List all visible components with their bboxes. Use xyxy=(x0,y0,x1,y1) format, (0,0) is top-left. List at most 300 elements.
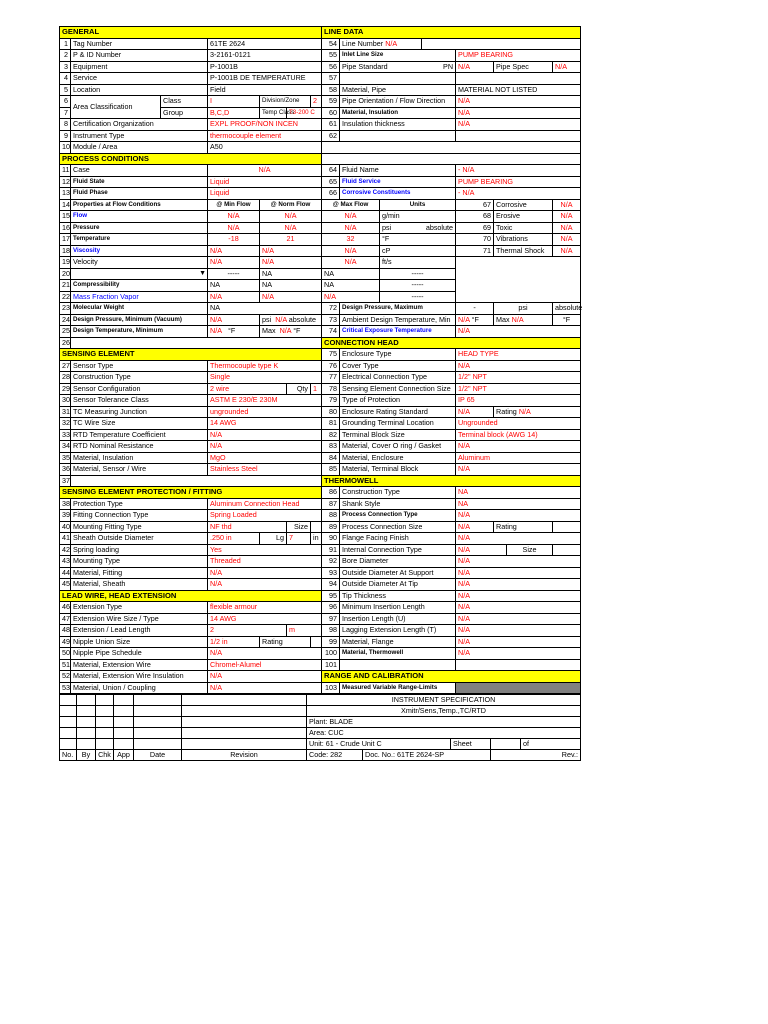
table-cell: N/A xyxy=(260,257,322,269)
table-cell: Fluid Name xyxy=(340,165,456,177)
table-cell: 65 xyxy=(322,176,340,188)
table-cell: N/A xyxy=(322,257,380,269)
table-cell: Terminal Block Size xyxy=(340,429,456,441)
table-cell: Thermal Shock xyxy=(494,245,553,257)
table-cell: ----- xyxy=(208,268,260,280)
table-cell: Rev.: xyxy=(491,750,581,761)
table-row xyxy=(60,613,581,625)
table-cell: Design Temperature, Minimum xyxy=(71,326,208,338)
table-cell: N/A xyxy=(208,648,322,660)
table-row xyxy=(60,165,581,177)
table-cell: A50 xyxy=(208,142,322,154)
table-cell: INSTRUMENT SPECIFICATION xyxy=(307,695,581,706)
table-cell: 42 xyxy=(60,544,71,556)
table-cell: Grounding Terminal Location xyxy=(340,418,456,430)
table-cell: Bore Diameter xyxy=(340,556,456,568)
table-cell: 20 xyxy=(60,268,71,280)
table-cell: Velocity xyxy=(71,257,208,269)
table-cell: 32 xyxy=(60,418,71,430)
table-cell: Inlet Line Size xyxy=(340,50,456,62)
table-cell: Tag Number xyxy=(71,38,208,50)
table-cell: 48 xyxy=(60,625,71,637)
table-cell: N/A xyxy=(260,291,322,303)
table-row xyxy=(60,464,581,476)
table-cell: Process Connection Size xyxy=(340,521,456,533)
table-row xyxy=(60,544,581,556)
empty-cell xyxy=(134,717,182,728)
empty-cell xyxy=(96,706,114,717)
table-cell: N/A xyxy=(456,602,581,614)
table-row xyxy=(60,441,581,453)
table-cell: Chk xyxy=(96,750,114,761)
empty-cell xyxy=(114,717,134,728)
table-cell: NA xyxy=(456,487,581,499)
table-cell: N/A xyxy=(260,245,322,257)
empty-cell xyxy=(60,739,77,750)
section-thermowell: THERMOWELL xyxy=(322,475,581,487)
table-cell: 12 xyxy=(60,176,71,188)
table-cell: Case xyxy=(71,165,208,177)
spec-table xyxy=(59,26,581,694)
table-cell: psi xyxy=(494,303,553,315)
table-cell: N/A xyxy=(208,257,260,269)
table-cell: 3 xyxy=(60,61,71,73)
table-cell: Area: CUC xyxy=(307,728,581,739)
table-row xyxy=(60,326,581,338)
empty-cell xyxy=(96,728,114,739)
table-cell: 66 xyxy=(322,188,340,200)
table-cell: Material, Sheath xyxy=(71,579,208,591)
table-cell: 21 xyxy=(260,234,322,246)
table-cell: N/A xyxy=(456,648,581,660)
table-cell: Yes xyxy=(208,544,322,556)
empty-cell: psi N/A absolute xyxy=(260,314,322,326)
table-cell: Chromel-Alumel xyxy=(208,659,322,671)
table-cell: N/A xyxy=(456,510,581,522)
chevron-down-icon[interactable]: ▼ xyxy=(199,269,206,277)
table-row xyxy=(60,671,581,683)
table-cell: Internal Connection Type xyxy=(340,544,456,556)
empty-cell xyxy=(422,38,581,50)
table-row xyxy=(60,96,581,108)
revision-row xyxy=(60,739,581,750)
table-cell: Ungrounded xyxy=(456,418,581,430)
table-row xyxy=(60,682,581,694)
empty-cell xyxy=(77,717,96,728)
empty-cell: Max N/A xyxy=(494,314,553,326)
table-cell: Fitting Connection Type xyxy=(71,510,208,522)
table-cell: Extension Wire Size / Type xyxy=(71,613,208,625)
section-connection-head: CONNECTION HEAD xyxy=(322,337,581,349)
table-cell: Material, Pipe xyxy=(340,84,456,96)
table-row xyxy=(60,360,581,372)
table-cell: 1 xyxy=(311,383,322,395)
table-row xyxy=(60,188,581,200)
table-cell: 1/2 in xyxy=(208,636,260,648)
empty-cell: Line Number N/A xyxy=(340,38,422,50)
table-cell: Shank Style xyxy=(340,498,456,510)
empty-cell xyxy=(134,739,182,750)
table-row xyxy=(60,418,581,430)
table-cell: N/A xyxy=(553,245,581,257)
table-cell: Erosive xyxy=(494,211,553,223)
empty-cell: Max N/A °F xyxy=(260,326,322,338)
table-cell: N/A xyxy=(208,671,322,683)
empty-cell xyxy=(456,257,581,303)
table-cell: NA xyxy=(208,303,322,315)
empty-cell: psi absolute xyxy=(380,222,456,234)
table-cell: 78 xyxy=(322,383,340,395)
table-row xyxy=(60,625,581,637)
table-cell: 33 xyxy=(60,429,71,441)
table-cell: Material, Extension Wire xyxy=(71,659,208,671)
table-cell: 34 xyxy=(60,441,71,453)
table-cell: 62 xyxy=(322,130,340,142)
empty-cell xyxy=(491,739,521,750)
table-cell: Date xyxy=(134,750,182,761)
section-row xyxy=(60,349,581,361)
table-cell: 9 xyxy=(60,130,71,142)
table-cell: 2 xyxy=(60,50,71,62)
empty-cell xyxy=(322,142,581,154)
table-row xyxy=(60,406,581,418)
table-cell: I xyxy=(208,96,260,108)
table-cell: 72 xyxy=(322,303,340,315)
table-cell: Outside Diameter At Tip xyxy=(340,579,456,591)
table-cell: N/A xyxy=(553,61,581,73)
table-cell: Extension / Lead Length xyxy=(71,625,208,637)
table-cell: Critical Exposure Temperature xyxy=(340,326,456,338)
table-cell: Single xyxy=(208,372,322,384)
table-cell: 2 xyxy=(208,625,287,637)
table-cell: 80 xyxy=(322,406,340,418)
empty-cell xyxy=(340,73,456,85)
table-cell: 17 xyxy=(60,234,71,246)
empty-cell xyxy=(134,706,182,717)
table-cell: -18 xyxy=(208,234,260,246)
table-cell: Aluminum Connection Head xyxy=(208,498,322,510)
table-cell: 85 xyxy=(322,464,340,476)
table-cell: Thermocouple type K xyxy=(208,360,322,372)
table-cell: 93 xyxy=(322,567,340,579)
empty-cell xyxy=(114,739,134,750)
table-cell: Pipe Spec xyxy=(494,61,553,73)
table-cell: 14 AWG xyxy=(208,613,322,625)
table-cell: B,C,D xyxy=(208,107,260,119)
table-cell: Instrument Type xyxy=(71,130,208,142)
table-cell: thermocouple element xyxy=(208,130,322,142)
empty-cell xyxy=(311,521,322,533)
table-cell: Equipment xyxy=(71,61,208,73)
table-row xyxy=(60,234,581,246)
table-cell: 101 xyxy=(322,659,340,671)
table-cell: Protection Type xyxy=(71,498,208,510)
table-cell: 96 xyxy=(322,602,340,614)
table-cell: Flange Facing Finish xyxy=(340,533,456,545)
table-cell: N/A xyxy=(456,96,581,108)
section-range: RANGE AND CALIBRATION xyxy=(322,671,581,683)
table-cell: 5 xyxy=(60,84,71,96)
table-cell: NA xyxy=(322,280,380,292)
table-cell: Code: 282 xyxy=(307,750,363,761)
table-cell: 81 xyxy=(322,418,340,430)
table-cell: N/A xyxy=(456,636,581,648)
table-cell: Enclosure Rating Standard xyxy=(340,406,456,418)
table-cell: N/A xyxy=(456,533,581,545)
table-cell: Corrosive Constituents xyxy=(340,188,456,200)
table-cell: NA xyxy=(456,498,581,510)
table-cell: Enclosure Type xyxy=(340,349,456,361)
table-cell: N/A xyxy=(208,441,322,453)
table-cell: Toxic xyxy=(494,222,553,234)
table-cell: 53 xyxy=(60,682,71,694)
table-cell: No. xyxy=(60,750,77,761)
table-cell: Sensing Element Connection Size xyxy=(340,383,456,395)
table-cell: 69 xyxy=(456,222,494,234)
table-cell: MATERIAL NOT LISTED xyxy=(456,84,581,96)
table-cell: 2 wire xyxy=(208,383,287,395)
table-cell: N/A xyxy=(322,222,380,234)
table-cell: N/A xyxy=(553,234,581,246)
table-row xyxy=(60,199,581,211)
table-cell: N/A xyxy=(456,613,581,625)
table-cell: Material, Thermowell xyxy=(340,648,456,660)
table-row xyxy=(60,498,581,510)
table-row xyxy=(60,510,581,522)
table-cell: Size xyxy=(287,521,311,533)
table-cell: Temperature xyxy=(71,234,208,246)
table-cell: 89 xyxy=(322,521,340,533)
table-cell: N/A xyxy=(456,590,581,602)
table-cell: Rating xyxy=(260,636,311,648)
table-cell: Extension Type xyxy=(71,602,208,614)
table-cell: 103 xyxy=(322,682,340,694)
table-cell: Properties at Flow Conditions xyxy=(71,199,208,211)
table-cell: 4 xyxy=(60,73,71,85)
empty-cell: Rating N/A xyxy=(494,406,581,418)
table-row xyxy=(60,211,581,223)
table-cell: 84 xyxy=(322,452,340,464)
table-row xyxy=(60,38,581,50)
table-cell: 49 xyxy=(60,636,71,648)
section-general: GENERAL xyxy=(60,27,322,39)
table-cell: TC Wire Size xyxy=(71,418,208,430)
empty-cell xyxy=(71,337,322,349)
table-cell: 26 xyxy=(60,337,71,349)
table-cell: N/A xyxy=(456,464,581,476)
table-cell: 25 xyxy=(60,326,71,338)
table-cell: Stainless Steel xyxy=(208,464,322,476)
table-cell: Design Pressure, Maximum xyxy=(340,303,456,315)
table-cell: g/min xyxy=(380,211,456,223)
empty-cell xyxy=(311,636,322,648)
table-cell: N/A xyxy=(208,245,260,257)
table-cell: 97 xyxy=(322,613,340,625)
empty-cell xyxy=(114,728,134,739)
table-cell: in xyxy=(311,533,322,545)
table-cell: Material, Flange xyxy=(340,636,456,648)
table-cell: Xmitr/Sens,Temp.,TC/RTD xyxy=(307,706,581,717)
table-cell: 10 xyxy=(60,142,71,154)
table-cell: N/A xyxy=(208,165,322,177)
table-cell: Fluid Service xyxy=(340,176,456,188)
table-cell: P-1001B xyxy=(208,61,322,73)
table-cell: 47 xyxy=(60,613,71,625)
table-cell: ASTM E 230/E 230M xyxy=(208,395,322,407)
table-cell: 2 xyxy=(311,96,322,108)
table-cell: Vibrations xyxy=(494,234,553,246)
empty-cell: Lg xyxy=(260,533,287,545)
table-cell: Group xyxy=(161,107,208,119)
table-cell: 39 xyxy=(60,510,71,522)
table-cell: N/A xyxy=(208,682,322,694)
empty-cell xyxy=(71,475,322,487)
table-cell: 51 xyxy=(60,659,71,671)
table-cell: Material, Union / Coupling xyxy=(71,682,208,694)
table-cell: RTD Nominal Resistance xyxy=(71,441,208,453)
table-cell: 43 xyxy=(60,556,71,568)
table-cell: Compressibility xyxy=(71,280,208,292)
table-cell: Construction Type xyxy=(340,487,456,499)
table-cell: Nipple Pipe Schedule xyxy=(71,648,208,660)
table-cell: 90 xyxy=(322,533,340,545)
table-cell: ----- xyxy=(380,291,456,303)
table-cell: Sensor Tolerance Class xyxy=(71,395,208,407)
table-cell: N/A xyxy=(456,567,581,579)
table-cell: NA xyxy=(208,280,260,292)
table-cell: 21 xyxy=(60,280,71,292)
table-cell: 88 xyxy=(322,510,340,522)
table-cell: 98 xyxy=(322,625,340,637)
table-cell: N/A xyxy=(208,211,260,223)
empty-cell xyxy=(134,695,182,706)
table-cell: Process Connection Type xyxy=(340,510,456,522)
empty-cell xyxy=(60,717,77,728)
table-cell: Material, Insulation xyxy=(71,452,208,464)
table-cell: N/A xyxy=(456,406,494,418)
table-cell: 14 xyxy=(60,199,71,211)
table-cell: 1 xyxy=(60,38,71,50)
table-cell: Construction Type xyxy=(71,372,208,384)
table-cell: 11 xyxy=(60,165,71,177)
table-cell: N/A xyxy=(456,441,581,453)
table-cell: N/A xyxy=(456,360,581,372)
table-cell: Revision xyxy=(182,750,307,761)
table-row xyxy=(60,130,581,142)
table-cell: 1/2" NPT xyxy=(456,383,581,395)
table-cell: Service xyxy=(71,73,208,85)
table-cell: Units xyxy=(380,199,456,211)
table-cell: Certification Organization xyxy=(71,119,208,131)
table-cell: TC Measuring Junction xyxy=(71,406,208,418)
table-cell: 16 xyxy=(60,222,71,234)
table-cell: Material, Fitting xyxy=(71,567,208,579)
table-cell: N/A xyxy=(208,579,322,591)
table-cell: Insulation thickness xyxy=(340,119,456,131)
table-cell: ----- xyxy=(380,268,456,280)
table-cell: 31 xyxy=(60,406,71,418)
table-row xyxy=(60,602,581,614)
table-cell: 77 xyxy=(322,372,340,384)
table-cell: 94 xyxy=(322,579,340,591)
table-cell: 75 xyxy=(322,349,340,361)
table-cell: 61TE 2624 xyxy=(208,38,322,50)
table-cell: 58 xyxy=(322,84,340,96)
table-row xyxy=(60,533,581,545)
revision-row xyxy=(60,695,581,706)
table-cell: @ Min Flow xyxy=(208,199,260,211)
table-cell: 37 xyxy=(60,475,71,487)
table-cell: Size xyxy=(507,544,553,556)
table-cell: Mounting Fitting Type xyxy=(71,521,208,533)
empty-cell xyxy=(114,706,134,717)
table-cell: - N/A xyxy=(456,188,581,200)
table-cell: N/A xyxy=(553,211,581,223)
table-cell: Pressure xyxy=(71,222,208,234)
table-cell: P & ID Number xyxy=(71,50,208,62)
table-row xyxy=(60,245,581,257)
table-cell: N/A xyxy=(553,199,581,211)
table-cell: N/A xyxy=(208,429,322,441)
table-cell: RTD Temperature Coefficient xyxy=(71,429,208,441)
table-cell: 76 xyxy=(322,360,340,372)
table-cell: 18 xyxy=(60,245,71,257)
empty-cell xyxy=(182,728,307,739)
table-cell: Spring loading xyxy=(71,544,208,556)
table-cell: Sensor Configuration xyxy=(71,383,208,395)
table-row xyxy=(60,176,581,188)
table-cell: Molecular Weight xyxy=(71,303,208,315)
fluid-select[interactable] xyxy=(71,268,208,280)
table-cell: T3-200 C xyxy=(287,107,322,119)
empty-cell xyxy=(182,706,307,717)
table-cell: N/A xyxy=(208,222,260,234)
empty-cell: Pipe Standard PN xyxy=(340,61,456,73)
table-cell: 28 xyxy=(60,372,71,384)
table-cell: Material, Cover O ring / Gasket xyxy=(340,441,456,453)
section-sensing: SENSING ELEMENT xyxy=(60,349,322,361)
table-row xyxy=(60,556,581,568)
table-cell: flexible armour xyxy=(208,602,322,614)
table-cell: Minimum Insertion Length xyxy=(340,602,456,614)
table-row xyxy=(60,567,581,579)
empty-cell: Qty xyxy=(287,383,311,395)
table-cell: 52 xyxy=(60,671,71,683)
table-cell: By xyxy=(77,750,96,761)
table-row xyxy=(60,395,581,407)
table-cell: Outside Diameter At Support xyxy=(340,567,456,579)
table-cell: N/A xyxy=(322,291,380,303)
empty-cell xyxy=(456,130,581,142)
table-cell: N/A xyxy=(553,222,581,234)
table-cell: 50 xyxy=(60,648,71,660)
table-cell: NA xyxy=(322,268,380,280)
table-row xyxy=(60,579,581,591)
empty-cell xyxy=(340,659,456,671)
revision-header xyxy=(60,750,581,761)
table-cell: Rating xyxy=(494,521,553,533)
table-cell: PUMP BEARING xyxy=(456,50,581,62)
table-cell: N/A xyxy=(456,544,507,556)
empty-cell xyxy=(96,717,114,728)
table-cell: Mass Fraction Vapor xyxy=(71,291,208,303)
table-cell: Sensor Type xyxy=(71,360,208,372)
table-cell: 3-2161-0121 xyxy=(208,50,322,62)
empty-cell xyxy=(182,739,307,750)
table-cell: 67 xyxy=(456,199,494,211)
table-cell: 68 xyxy=(456,211,494,223)
table-cell: 79 xyxy=(322,395,340,407)
